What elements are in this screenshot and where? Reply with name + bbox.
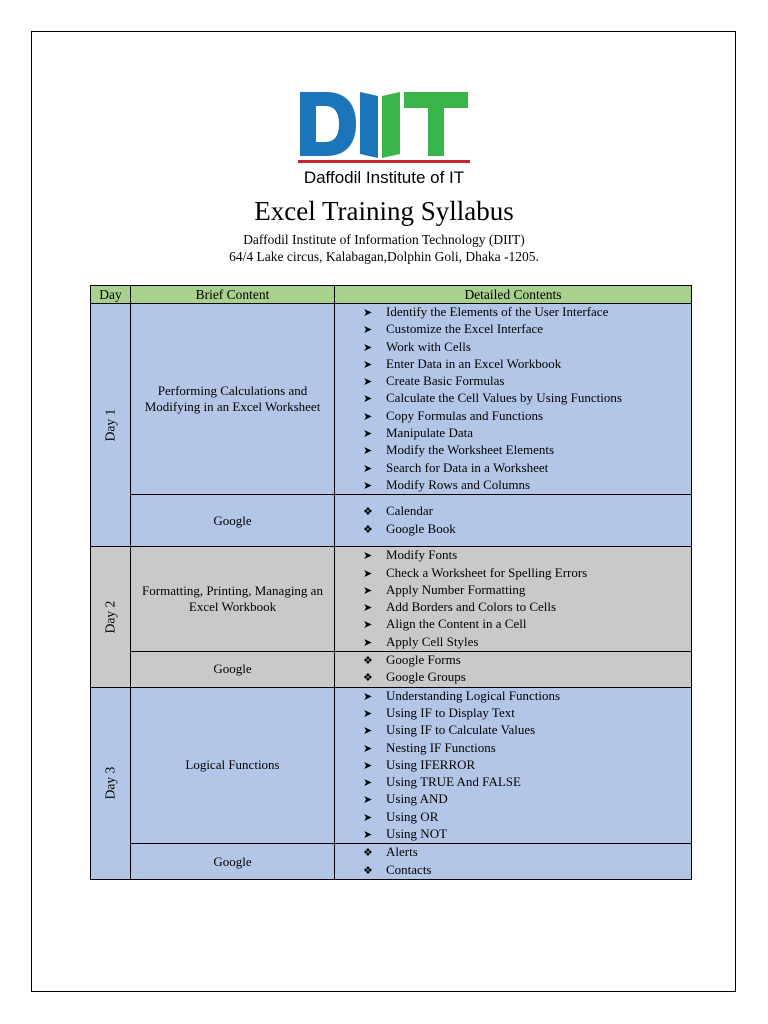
list-item: ➤ Modify Fonts <box>363 547 691 564</box>
arrow-bullet-icon: ➤ <box>363 619 373 632</box>
detail-cell <box>335 304 692 495</box>
google-detail-cell <box>335 844 692 880</box>
google-detail-cell <box>335 495 692 547</box>
list-item: ➤ Search for Data in a Worksheet <box>363 460 691 477</box>
table-row <box>91 304 692 495</box>
diamond-bullet-icon: ❖ <box>363 672 373 685</box>
institute-address: 64/4 Lake circus, Kalabagan,Dolphin Goli, Dhaka -1205. <box>229 249 539 264</box>
list-item: ➤ Enter Data in an Excel Workbook <box>363 356 691 373</box>
list-item: ➤ Using TRUE And FALSE <box>363 774 691 791</box>
arrow-bullet-icon: ➤ <box>363 410 373 423</box>
detail-cell <box>335 547 692 652</box>
diamond-bullet-icon: ❖ <box>363 506 373 519</box>
arrow-bullet-icon: ➤ <box>363 358 373 371</box>
list-item: ➤ Copy Formulas and Functions <box>363 408 691 425</box>
list-item: ➤ Check a Worksheet for Spelling Errors <box>363 565 691 582</box>
list-item: ➤ Using OR <box>363 809 691 826</box>
arrow-bullet-icon: ➤ <box>363 742 373 755</box>
google-cell: Google <box>131 844 335 880</box>
institute-name: Daffodil Institute of Information Technology (DIIT) <box>243 232 525 247</box>
arrow-bullet-icon: ➤ <box>363 636 373 649</box>
table-row <box>91 652 692 688</box>
list-item: ➤ Apply Cell Styles <box>363 634 691 651</box>
google-detail-cell <box>335 652 692 688</box>
arrow-bullet-icon: ➤ <box>363 567 373 580</box>
arrow-bullet-icon: ➤ <box>363 794 373 807</box>
detail-list <box>335 547 691 651</box>
google-list <box>335 503 691 538</box>
list-item: ➤ Using IF to Calculate Values <box>363 722 691 739</box>
list-item: ➤ Create Basic Formulas <box>363 373 691 390</box>
list-item: ❖ Alerts <box>363 844 691 861</box>
diamond-bullet-icon: ❖ <box>363 655 373 668</box>
arrow-bullet-icon: ➤ <box>363 462 373 475</box>
detail-cell <box>335 687 692 844</box>
list-item: ➤ Calculate the Cell Values by Using Functions <box>363 390 691 407</box>
day-label: Day 2 <box>102 600 118 634</box>
diamond-bullet-icon: ❖ <box>363 523 373 536</box>
brief-cell: Performing Calculations and Modifying in an Excel Worksheet <box>131 304 335 495</box>
list-item: ➤ Work with Cells <box>363 339 691 356</box>
list-item: ❖ Google Groups <box>363 669 691 686</box>
arrow-bullet-icon: ➤ <box>363 307 373 319</box>
arrow-bullet-icon: ➤ <box>363 759 373 772</box>
arrow-bullet-icon: ➤ <box>363 376 373 389</box>
list-item: ➤ Using IF to Display Text <box>363 705 691 722</box>
arrow-bullet-icon: ➤ <box>363 479 373 492</box>
list-item: ➤ Align the Content in a Cell <box>363 616 691 633</box>
table-row <box>91 844 692 880</box>
list-item: ➤ Nesting IF Functions <box>363 740 691 757</box>
header-brief: Brief Content <box>131 286 335 304</box>
list-item: ➤ Using IFERROR <box>363 757 691 774</box>
arrow-bullet-icon: ➤ <box>363 829 373 842</box>
header-detailed: Detailed Contents <box>335 286 692 304</box>
table-row <box>91 547 692 652</box>
diit-logo-mark <box>298 88 470 166</box>
list-item: ➤ Using AND <box>363 791 691 808</box>
list-item: ➤ Add Borders and Colors to Cells <box>363 599 691 616</box>
list-item: ❖ Google Book <box>363 521 691 538</box>
diamond-bullet-icon: ❖ <box>363 864 373 877</box>
diamond-bullet-icon: ❖ <box>363 847 373 860</box>
list-item: ❖ Calendar <box>363 503 691 520</box>
header-day: Day <box>91 286 131 304</box>
list-item: ➤ Using NOT <box>363 826 691 843</box>
list-item: ➤ Modify Rows and Columns <box>363 477 691 494</box>
list-item: ❖ Google Forms <box>363 652 691 669</box>
arrow-bullet-icon: ➤ <box>363 602 373 615</box>
day-cell <box>91 547 131 687</box>
diit-logo <box>0 88 768 188</box>
brief-cell: Formatting, Printing, Managing an Excel Workbook <box>131 547 335 652</box>
list-item: ➤ Manipulate Data <box>363 425 691 442</box>
arrow-bullet-icon: ➤ <box>363 341 373 354</box>
arrow-bullet-icon: ➤ <box>363 324 373 337</box>
day-label: Day 3 <box>102 766 118 800</box>
logo-caption: Daffodil Institute of IT <box>303 168 465 187</box>
list-item: ➤ Identify the Elements of the User Interface <box>363 304 691 321</box>
list-item: ➤ Customize the Excel Interface <box>363 321 691 338</box>
table-header-row <box>91 286 692 304</box>
brief-cell: Logical Functions <box>131 687 335 844</box>
arrow-bullet-icon: ➤ <box>363 428 373 441</box>
arrow-bullet-icon: ➤ <box>363 725 373 738</box>
list-item: ➤ Modify the Worksheet Elements <box>363 442 691 459</box>
detail-list <box>335 688 691 844</box>
arrow-bullet-icon: ➤ <box>363 445 373 458</box>
page-title: Excel Training Syllabus <box>254 196 514 226</box>
list-item: ➤ Apply Number Formatting <box>363 582 691 599</box>
arrow-bullet-icon: ➤ <box>363 811 373 824</box>
day-cell <box>91 304 131 547</box>
syllabus-table <box>90 285 692 880</box>
arrow-bullet-icon: ➤ <box>363 777 373 790</box>
google-list <box>335 652 691 687</box>
arrow-bullet-icon: ➤ <box>363 393 373 406</box>
day-label: Day 1 <box>102 408 118 442</box>
table-row <box>91 495 692 547</box>
arrow-bullet-icon: ➤ <box>363 707 373 720</box>
table-row <box>91 687 692 844</box>
google-cell: Google <box>131 495 335 547</box>
google-cell: Google <box>131 652 335 688</box>
list-item: ➤ Understanding Logical Functions <box>363 688 691 705</box>
detail-list <box>335 304 691 494</box>
day-cell <box>91 687 131 879</box>
arrow-bullet-icon: ➤ <box>363 584 373 597</box>
list-item: ❖ Contacts <box>363 862 691 879</box>
arrow-bullet-icon: ➤ <box>363 690 373 703</box>
arrow-bullet-icon: ➤ <box>363 550 373 563</box>
google-list <box>335 844 691 879</box>
